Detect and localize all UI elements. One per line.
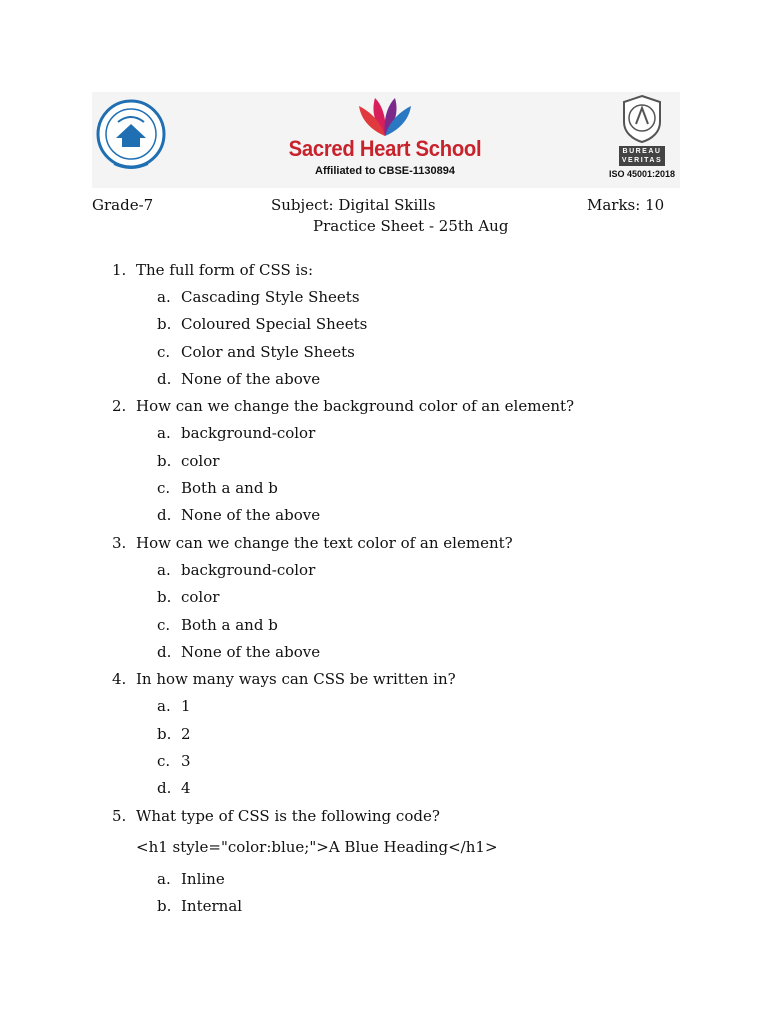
- wordmark-bottom: VERITAS: [621, 157, 663, 164]
- option: [157, 506, 320, 524]
- option-text: None of the above: [181, 506, 321, 524]
- option: [157, 315, 367, 333]
- option-letter: a.: [157, 288, 171, 306]
- option: [157, 370, 320, 388]
- option-text: 3: [181, 752, 191, 770]
- cbse-logo-icon: [94, 94, 168, 176]
- bureau-veritas-wordmark: [619, 146, 665, 166]
- question-number: 4.: [112, 670, 127, 688]
- question-text: What type of CSS is the following code?: [136, 807, 440, 825]
- option-letter: b.: [157, 588, 172, 606]
- option-text: Coloured Special Sheets: [181, 315, 368, 333]
- option-text: color: [181, 588, 220, 606]
- question: [112, 397, 574, 415]
- option: [157, 870, 225, 888]
- option-letter: d.: [157, 370, 172, 388]
- school-name: Sacred Heart School: [288, 136, 482, 161]
- option: [157, 561, 315, 579]
- option-letter: d.: [157, 506, 172, 524]
- option-text: background-color: [181, 424, 316, 442]
- option: [157, 779, 191, 797]
- option-text: Color and Style Sheets: [181, 343, 355, 361]
- option: [157, 897, 242, 915]
- option-text: background-color: [181, 561, 316, 579]
- option-text: Internal: [181, 897, 243, 915]
- option: [157, 343, 355, 361]
- option-text: Both a and b: [181, 479, 278, 497]
- question: [112, 534, 513, 552]
- wordmark-top: BUREAU: [622, 148, 662, 155]
- option-letter: c.: [157, 616, 171, 634]
- option: [157, 479, 278, 497]
- option: [157, 588, 219, 606]
- question: [112, 807, 440, 825]
- option-letter: a.: [157, 870, 171, 888]
- certification-block: [604, 94, 680, 186]
- option-text: Cascading Style Sheets: [181, 288, 360, 306]
- option-letter: d.: [157, 779, 172, 797]
- option-text: 1: [181, 697, 191, 715]
- lotus-logo-icon: [353, 94, 417, 138]
- option-letter: b.: [157, 452, 172, 470]
- sheet-title: Practice Sheet - 25th Aug: [313, 217, 509, 235]
- question-number: 3.: [112, 534, 127, 552]
- option-text: Inline: [181, 870, 225, 888]
- iso-certification: ISO 45001:2018: [608, 169, 676, 179]
- question-text: How can we change the text color of an element?: [136, 534, 513, 552]
- option: [157, 725, 191, 743]
- question-number: 5.: [112, 807, 127, 825]
- affiliation-text: Affiliated to CBSE-1130894: [315, 165, 455, 177]
- option-letter: b.: [157, 315, 172, 333]
- code-snippet: <h1 style="color:blue;">A Blue Heading</h1>: [136, 838, 498, 856]
- marks-label: Marks: 10: [587, 196, 665, 214]
- bureau-veritas-seal-icon: [620, 94, 664, 144]
- option-letter: b.: [157, 897, 172, 915]
- option-letter: c.: [157, 343, 171, 361]
- option-text: Both a and b: [181, 616, 278, 634]
- option-text: 2: [181, 725, 191, 743]
- question: [112, 670, 456, 688]
- option-letter: b.: [157, 725, 172, 743]
- option: [157, 424, 315, 442]
- option-letter: c.: [157, 752, 171, 770]
- option: [157, 452, 219, 470]
- option-letter: d.: [157, 643, 172, 661]
- question: [112, 261, 313, 279]
- question-text: How can we change the background color of an element?: [136, 397, 575, 415]
- option-text: 4: [181, 779, 191, 797]
- option: [157, 288, 360, 306]
- option-text: None of the above: [181, 643, 321, 661]
- option-letter: c.: [157, 479, 171, 497]
- option-text: None of the above: [181, 370, 321, 388]
- question-number: 2.: [112, 397, 127, 415]
- option: [157, 643, 320, 661]
- grade-label: Grade-7: [92, 196, 154, 214]
- option: [157, 752, 191, 770]
- option-letter: a.: [157, 424, 171, 442]
- option: [157, 616, 278, 634]
- option: [157, 697, 191, 715]
- option-text: color: [181, 452, 220, 470]
- option-letter: a.: [157, 697, 171, 715]
- question-text: In how many ways can CSS be written in?: [136, 670, 456, 688]
- question-number: 1.: [112, 261, 127, 279]
- question-text: The full form of CSS is:: [136, 261, 314, 279]
- subject-label: Subject: Digital Skills: [271, 196, 436, 214]
- option-letter: a.: [157, 561, 171, 579]
- school-header: [280, 94, 490, 186]
